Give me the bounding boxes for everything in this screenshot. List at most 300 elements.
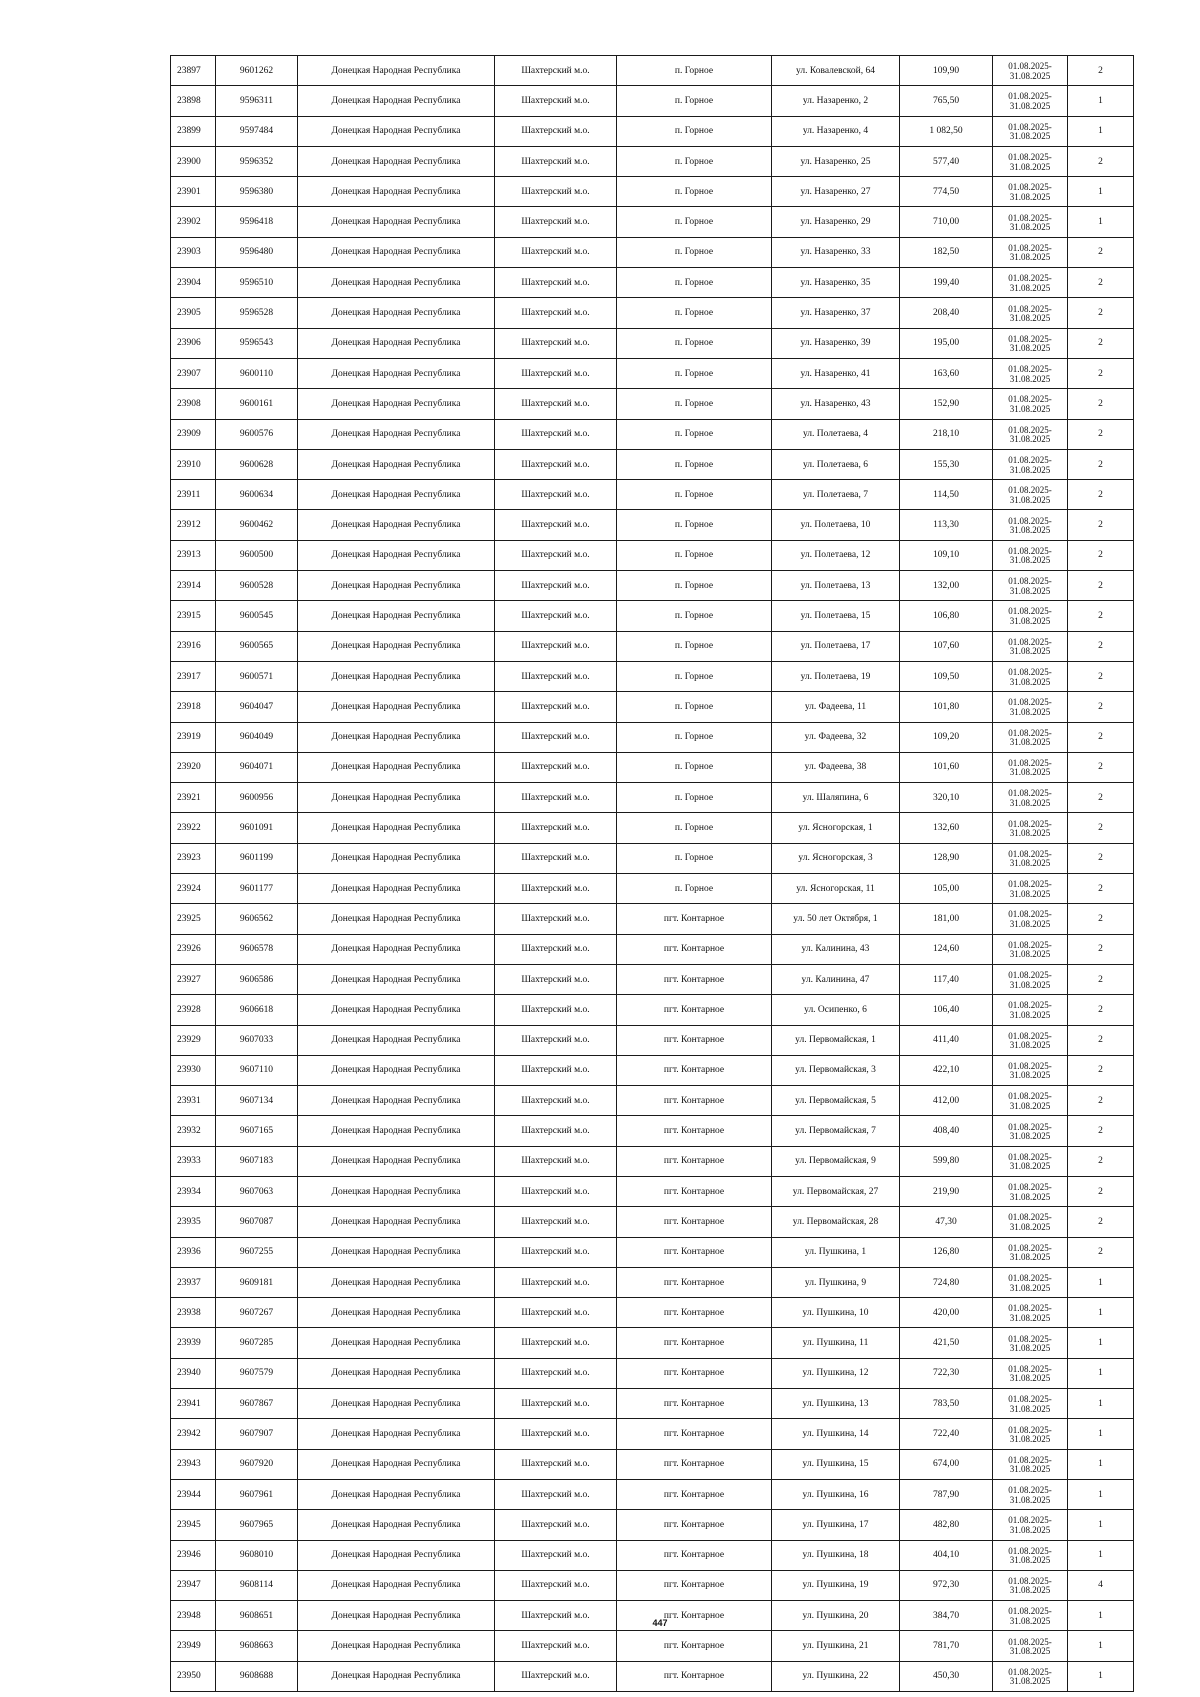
cell-object-id: 9607267 (216, 1298, 298, 1328)
cell-address: ул. Полетаева, 4 (772, 419, 900, 449)
cell-district: Шахтерский м.о. (495, 601, 617, 631)
cell-locality: пгт. Контарное (617, 1661, 772, 1691)
cell-locality: п. Горное (617, 237, 772, 267)
cell-number: 23937 (171, 1267, 216, 1297)
table-row (171, 964, 1134, 994)
cell-number: 23946 (171, 1540, 216, 1570)
cell-region: Донецкая Народная Республика (298, 237, 495, 267)
cell-address: ул. Полетаева, 7 (772, 480, 900, 510)
cell-quantity: 2 (1068, 1176, 1134, 1206)
cell-number: 23922 (171, 813, 216, 843)
cell-district: Шахтерский м.о. (495, 1389, 617, 1419)
cell-object-id: 9607033 (216, 1025, 298, 1055)
cell-quantity: 1 (1068, 1389, 1134, 1419)
table-row (171, 146, 1134, 176)
cell-period: 01.08.2025- 31.08.2025 (993, 419, 1068, 449)
cell-period: 01.08.2025- 31.08.2025 (993, 116, 1068, 146)
cell-region: Донецкая Народная Республика (298, 874, 495, 904)
cell-object-id: 9600634 (216, 480, 298, 510)
cell-number: 23931 (171, 1086, 216, 1116)
cell-period: 01.08.2025- 31.08.2025 (993, 177, 1068, 207)
cell-object-id: 9607134 (216, 1086, 298, 1116)
table-row (171, 116, 1134, 146)
cell-object-id: 9604071 (216, 752, 298, 782)
cell-number: 23911 (171, 480, 216, 510)
cell-period: 01.08.2025- 31.08.2025 (993, 328, 1068, 358)
cell-locality: пгт. Контарное (617, 1116, 772, 1146)
cell-period: 01.08.2025- 31.08.2025 (993, 1298, 1068, 1328)
cell-area: 783,50 (900, 1389, 993, 1419)
table-row (171, 56, 1134, 86)
cell-period: 01.08.2025- 31.08.2025 (993, 1449, 1068, 1479)
cell-region: Донецкая Народная Республика (298, 1207, 495, 1237)
cell-area: 420,00 (900, 1298, 993, 1328)
cell-period: 01.08.2025- 31.08.2025 (993, 1146, 1068, 1176)
cell-number: 23919 (171, 722, 216, 752)
cell-number: 23897 (171, 56, 216, 86)
cell-quantity: 2 (1068, 813, 1134, 843)
cell-number: 23944 (171, 1479, 216, 1509)
cell-quantity: 1 (1068, 1631, 1134, 1661)
cell-address: ул. Пушкина, 17 (772, 1510, 900, 1540)
cell-number: 23921 (171, 783, 216, 813)
cell-region: Донецкая Народная Республика (298, 934, 495, 964)
cell-address: ул. Ковалевской, 64 (772, 56, 900, 86)
cell-object-id: 9600545 (216, 601, 298, 631)
cell-locality: пгт. Контарное (617, 1540, 772, 1570)
cell-locality: пгт. Контарное (617, 1358, 772, 1388)
cell-quantity: 1 (1068, 1601, 1134, 1631)
cell-region: Донецкая Народная Республика (298, 1601, 495, 1631)
cell-object-id: 9601091 (216, 813, 298, 843)
table-row (171, 177, 1134, 207)
table-row (171, 843, 1134, 873)
cell-area: 106,40 (900, 995, 993, 1025)
table-row (171, 207, 1134, 237)
cell-address: ул. Первомайская, 28 (772, 1207, 900, 1237)
cell-area: 450,30 (900, 1661, 993, 1691)
cell-quantity: 1 (1068, 207, 1134, 237)
cell-quantity: 2 (1068, 722, 1134, 752)
cell-address: ул. Первомайская, 1 (772, 1025, 900, 1055)
cell-quantity: 2 (1068, 510, 1134, 540)
cell-region: Донецкая Народная Республика (298, 510, 495, 540)
cell-quantity: 1 (1068, 1540, 1134, 1570)
cell-object-id: 9600565 (216, 631, 298, 661)
cell-locality: п. Горное (617, 510, 772, 540)
cell-address: ул. Пушкина, 13 (772, 1389, 900, 1419)
cell-address: ул. Назаренко, 29 (772, 207, 900, 237)
cell-object-id: 9596543 (216, 328, 298, 358)
cell-locality: пгт. Контарное (617, 1510, 772, 1540)
cell-area: 1 082,50 (900, 116, 993, 146)
cell-object-id: 9608114 (216, 1570, 298, 1600)
cell-number: 23929 (171, 1025, 216, 1055)
cell-period: 01.08.2025- 31.08.2025 (993, 1479, 1068, 1509)
cell-district: Шахтерский м.о. (495, 813, 617, 843)
cell-locality: п. Горное (617, 843, 772, 873)
cell-object-id: 9607255 (216, 1237, 298, 1267)
cell-quantity: 1 (1068, 177, 1134, 207)
cell-address: ул. Ясногорская, 1 (772, 813, 900, 843)
cell-object-id: 9607579 (216, 1358, 298, 1388)
cell-district: Шахтерский м.о. (495, 1237, 617, 1267)
cell-locality: п. Горное (617, 449, 772, 479)
cell-district: Шахтерский м.о. (495, 146, 617, 176)
cell-address: ул. Пушкина, 22 (772, 1661, 900, 1691)
cell-area: 128,90 (900, 843, 993, 873)
cell-period: 01.08.2025- 31.08.2025 (993, 571, 1068, 601)
cell-object-id: 9596510 (216, 268, 298, 298)
cell-locality: пгт. Контарное (617, 1328, 772, 1358)
table-row (171, 389, 1134, 419)
cell-object-id: 9600110 (216, 358, 298, 388)
cell-district: Шахтерский м.о. (495, 722, 617, 752)
cell-address: ул. Первомайская, 3 (772, 1055, 900, 1085)
cell-object-id: 9606562 (216, 904, 298, 934)
cell-object-id: 9608651 (216, 1601, 298, 1631)
cell-district: Шахтерский м.о. (495, 692, 617, 722)
cell-number: 23900 (171, 146, 216, 176)
cell-quantity: 2 (1068, 631, 1134, 661)
cell-period: 01.08.2025- 31.08.2025 (993, 1601, 1068, 1631)
cell-region: Донецкая Народная Республика (298, 1358, 495, 1388)
cell-area: 722,30 (900, 1358, 993, 1388)
cell-district: Шахтерский м.о. (495, 389, 617, 419)
cell-object-id: 9596380 (216, 177, 298, 207)
cell-quantity: 2 (1068, 692, 1134, 722)
cell-number: 23907 (171, 358, 216, 388)
cell-address: ул. Первомайская, 5 (772, 1086, 900, 1116)
cell-area: 404,10 (900, 1540, 993, 1570)
cell-area: 109,50 (900, 661, 993, 691)
cell-address: ул. Шаляпина, 6 (772, 783, 900, 813)
cell-number: 23926 (171, 934, 216, 964)
cell-region: Донецкая Народная Республика (298, 661, 495, 691)
cell-number: 23924 (171, 874, 216, 904)
cell-period: 01.08.2025- 31.08.2025 (993, 904, 1068, 934)
cell-district: Шахтерский м.о. (495, 1328, 617, 1358)
cell-period: 01.08.2025- 31.08.2025 (993, 510, 1068, 540)
table-row (171, 1176, 1134, 1206)
cell-quantity: 2 (1068, 56, 1134, 86)
cell-address: ул. Назаренко, 39 (772, 328, 900, 358)
cell-object-id: 9607965 (216, 1510, 298, 1540)
cell-number: 23901 (171, 177, 216, 207)
cell-address: ул. Первомайская, 9 (772, 1146, 900, 1176)
cell-area: 411,40 (900, 1025, 993, 1055)
cell-period: 01.08.2025- 31.08.2025 (993, 449, 1068, 479)
cell-object-id: 9607087 (216, 1207, 298, 1237)
cell-address: ул. Пушкина, 20 (772, 1601, 900, 1631)
cell-district: Шахтерский м.о. (495, 843, 617, 873)
cell-object-id: 9600571 (216, 661, 298, 691)
cell-object-id: 9596528 (216, 298, 298, 328)
cell-district: Шахтерский м.о. (495, 1146, 617, 1176)
cell-address: ул. Назаренко, 33 (772, 237, 900, 267)
cell-area: 109,10 (900, 540, 993, 570)
table-row (171, 1631, 1134, 1661)
cell-number: 23933 (171, 1146, 216, 1176)
cell-district: Шахтерский м.о. (495, 964, 617, 994)
cell-district: Шахтерский м.о. (495, 237, 617, 267)
cell-region: Донецкая Народная Республика (298, 964, 495, 994)
cell-object-id: 9600956 (216, 783, 298, 813)
cell-area: 722,40 (900, 1419, 993, 1449)
cell-period: 01.08.2025- 31.08.2025 (993, 1419, 1068, 1449)
cell-region: Донецкая Народная Республика (298, 146, 495, 176)
cell-district: Шахтерский м.о. (495, 1025, 617, 1055)
cell-object-id: 9607063 (216, 1176, 298, 1206)
cell-quantity: 1 (1068, 1449, 1134, 1479)
cell-locality: п. Горное (617, 116, 772, 146)
cell-region: Донецкая Народная Республика (298, 419, 495, 449)
table-row (171, 1267, 1134, 1297)
cell-locality: пгт. Контарное (617, 1570, 772, 1600)
cell-area: 132,60 (900, 813, 993, 843)
cell-period: 01.08.2025- 31.08.2025 (993, 722, 1068, 752)
cell-address: ул. Полетаева, 12 (772, 540, 900, 570)
cell-district: Шахтерский м.о. (495, 571, 617, 601)
cell-region: Донецкая Народная Республика (298, 631, 495, 661)
cell-locality: п. Горное (617, 692, 772, 722)
cell-locality: п. Горное (617, 207, 772, 237)
cell-period: 01.08.2025- 31.08.2025 (993, 1207, 1068, 1237)
cell-address: ул. Пушкина, 16 (772, 1479, 900, 1509)
cell-address: ул. Назаренко, 27 (772, 177, 900, 207)
cell-quantity: 2 (1068, 571, 1134, 601)
cell-quantity: 1 (1068, 1419, 1134, 1449)
cell-locality: п. Горное (617, 540, 772, 570)
cell-locality: п. Горное (617, 631, 772, 661)
cell-address: ул. Фадеева, 32 (772, 722, 900, 752)
cell-district: Шахтерский м.о. (495, 1479, 617, 1509)
cell-locality: пгт. Контарное (617, 1601, 772, 1631)
cell-district: Шахтерский м.о. (495, 904, 617, 934)
cell-number: 23943 (171, 1449, 216, 1479)
cell-period: 01.08.2025- 31.08.2025 (993, 1267, 1068, 1297)
cell-address: ул. Пушкина, 1 (772, 1237, 900, 1267)
cell-address: ул. Назаренко, 37 (772, 298, 900, 328)
table-row (171, 419, 1134, 449)
cell-quantity: 1 (1068, 116, 1134, 146)
cell-quantity: 2 (1068, 752, 1134, 782)
cell-period: 01.08.2025- 31.08.2025 (993, 843, 1068, 873)
cell-area: 101,80 (900, 692, 993, 722)
cell-quantity: 2 (1068, 480, 1134, 510)
cell-period: 01.08.2025- 31.08.2025 (993, 874, 1068, 904)
cell-locality: пгт. Контарное (617, 934, 772, 964)
cell-district: Шахтерский м.о. (495, 449, 617, 479)
cell-locality: пгт. Контарное (617, 964, 772, 994)
cell-number: 23902 (171, 207, 216, 237)
cell-region: Донецкая Народная Республика (298, 298, 495, 328)
table-row (171, 298, 1134, 328)
table-row (171, 1419, 1134, 1449)
cell-object-id: 9601262 (216, 56, 298, 86)
cell-area: 114,50 (900, 480, 993, 510)
cell-region: Донецкая Народная Республика (298, 177, 495, 207)
cell-number: 23917 (171, 661, 216, 691)
cell-quantity: 1 (1068, 1298, 1134, 1328)
table-row (171, 1540, 1134, 1570)
cell-number: 23914 (171, 571, 216, 601)
cell-area: 107,60 (900, 631, 993, 661)
cell-quantity: 2 (1068, 1025, 1134, 1055)
cell-locality: пгт. Контарное (617, 1207, 772, 1237)
cell-number: 23905 (171, 298, 216, 328)
cell-region: Донецкая Народная Республика (298, 389, 495, 419)
cell-area: 101,60 (900, 752, 993, 782)
cell-address: ул. Пушкина, 10 (772, 1298, 900, 1328)
cell-address: ул. Назаренко, 43 (772, 389, 900, 419)
cell-locality: п. Горное (617, 783, 772, 813)
cell-district: Шахтерский м.о. (495, 358, 617, 388)
cell-area: 422,10 (900, 1055, 993, 1085)
cell-region: Донецкая Народная Республика (298, 1449, 495, 1479)
cell-area: 199,40 (900, 268, 993, 298)
cell-number: 23945 (171, 1510, 216, 1540)
cell-period: 01.08.2025- 31.08.2025 (993, 1176, 1068, 1206)
cell-area: 421,50 (900, 1328, 993, 1358)
cell-address: ул. Полетаева, 10 (772, 510, 900, 540)
cell-district: Шахтерский м.о. (495, 116, 617, 146)
cell-address: ул. Полетаева, 15 (772, 601, 900, 631)
cell-area: 219,90 (900, 1176, 993, 1206)
cell-object-id: 9607907 (216, 1419, 298, 1449)
cell-object-id: 9607165 (216, 1116, 298, 1146)
cell-region: Донецкая Народная Республика (298, 1328, 495, 1358)
cell-quantity: 2 (1068, 783, 1134, 813)
table-row (171, 86, 1134, 116)
cell-number: 23912 (171, 510, 216, 540)
cell-address: ул. Фадеева, 11 (772, 692, 900, 722)
cell-area: 577,40 (900, 146, 993, 176)
cell-quantity: 2 (1068, 1116, 1134, 1146)
table-row (171, 328, 1134, 358)
cell-address: ул. Назаренко, 25 (772, 146, 900, 176)
cell-district: Шахтерский м.о. (495, 934, 617, 964)
cell-district: Шахтерский м.о. (495, 1570, 617, 1600)
cell-area: 710,00 (900, 207, 993, 237)
cell-district: Шахтерский м.о. (495, 1510, 617, 1540)
cell-address: ул. Калинина, 47 (772, 964, 900, 994)
cell-area: 106,80 (900, 601, 993, 631)
cell-region: Донецкая Народная Республика (298, 1389, 495, 1419)
cell-address: ул. Полетаева, 6 (772, 449, 900, 479)
cell-number: 23920 (171, 752, 216, 782)
cell-locality: п. Горное (617, 722, 772, 752)
cell-district: Шахтерский м.о. (495, 783, 617, 813)
cell-number: 23928 (171, 995, 216, 1025)
cell-area: 599,80 (900, 1146, 993, 1176)
cell-locality: п. Горное (617, 328, 772, 358)
cell-address: ул. Ясногорская, 11 (772, 874, 900, 904)
cell-object-id: 9608663 (216, 1631, 298, 1661)
cell-object-id: 9600528 (216, 571, 298, 601)
cell-locality: пгт. Контарное (617, 1146, 772, 1176)
cell-region: Донецкая Народная Республика (298, 571, 495, 601)
cell-object-id: 9606618 (216, 995, 298, 1025)
cell-address: ул. Пушкина, 11 (772, 1328, 900, 1358)
table-row (171, 1025, 1134, 1055)
cell-period: 01.08.2025- 31.08.2025 (993, 1116, 1068, 1146)
cell-region: Донецкая Народная Республика (298, 1570, 495, 1600)
table-row (171, 692, 1134, 722)
cell-number: 23935 (171, 1207, 216, 1237)
cell-number: 23906 (171, 328, 216, 358)
cell-area: 724,80 (900, 1267, 993, 1297)
cell-quantity: 1 (1068, 86, 1134, 116)
cell-locality: п. Горное (617, 480, 772, 510)
table-body (171, 56, 1134, 1692)
cell-address: ул. Ясногорская, 3 (772, 843, 900, 873)
cell-quantity: 4 (1068, 1570, 1134, 1600)
cell-locality: пгт. Контарное (617, 1267, 772, 1297)
cell-district: Шахтерский м.о. (495, 1631, 617, 1661)
cell-object-id: 9600628 (216, 449, 298, 479)
cell-area: 113,30 (900, 510, 993, 540)
cell-quantity: 2 (1068, 237, 1134, 267)
table-row (171, 1570, 1134, 1600)
cell-period: 01.08.2025- 31.08.2025 (993, 813, 1068, 843)
cell-quantity: 2 (1068, 995, 1134, 1025)
cell-period: 01.08.2025- 31.08.2025 (993, 995, 1068, 1025)
cell-region: Донецкая Народная Республика (298, 116, 495, 146)
cell-locality: п. Горное (617, 813, 772, 843)
cell-quantity: 2 (1068, 1237, 1134, 1267)
cell-number: 23923 (171, 843, 216, 873)
cell-number: 23942 (171, 1419, 216, 1449)
table-row (171, 510, 1134, 540)
table-row (171, 1510, 1134, 1540)
cell-region: Донецкая Народная Республика (298, 540, 495, 570)
table-row (171, 783, 1134, 813)
cell-period: 01.08.2025- 31.08.2025 (993, 692, 1068, 722)
cell-region: Донецкая Народная Республика (298, 86, 495, 116)
cell-period: 01.08.2025- 31.08.2025 (993, 1631, 1068, 1661)
cell-district: Шахтерский м.о. (495, 1449, 617, 1479)
cell-area: 208,40 (900, 298, 993, 328)
cell-number: 23899 (171, 116, 216, 146)
cell-area: 47,30 (900, 1207, 993, 1237)
cell-object-id: 9604047 (216, 692, 298, 722)
table-row (171, 601, 1134, 631)
cell-object-id: 9604049 (216, 722, 298, 752)
cell-area: 126,80 (900, 1237, 993, 1267)
cell-object-id: 9596352 (216, 146, 298, 176)
cell-district: Шахтерский м.о. (495, 328, 617, 358)
cell-area: 765,50 (900, 86, 993, 116)
cell-address: ул. 50 лет Октября, 1 (772, 904, 900, 934)
cell-locality: пгт. Контарное (617, 1237, 772, 1267)
cell-area: 105,00 (900, 874, 993, 904)
cell-number: 23927 (171, 964, 216, 994)
cell-locality: пгт. Контарное (617, 1055, 772, 1085)
cell-period: 01.08.2025- 31.08.2025 (993, 86, 1068, 116)
cell-locality: пгт. Контарное (617, 1025, 772, 1055)
cell-area: 195,00 (900, 328, 993, 358)
cell-region: Донецкая Народная Республика (298, 1116, 495, 1146)
cell-district: Шахтерский м.о. (495, 86, 617, 116)
cell-number: 23898 (171, 86, 216, 116)
cell-quantity: 2 (1068, 358, 1134, 388)
cell-region: Донецкая Народная Республика (298, 904, 495, 934)
cell-locality: п. Горное (617, 358, 772, 388)
cell-area: 781,70 (900, 1631, 993, 1661)
cell-period: 01.08.2025- 31.08.2025 (993, 661, 1068, 691)
cell-address: ул. Первомайская, 7 (772, 1116, 900, 1146)
